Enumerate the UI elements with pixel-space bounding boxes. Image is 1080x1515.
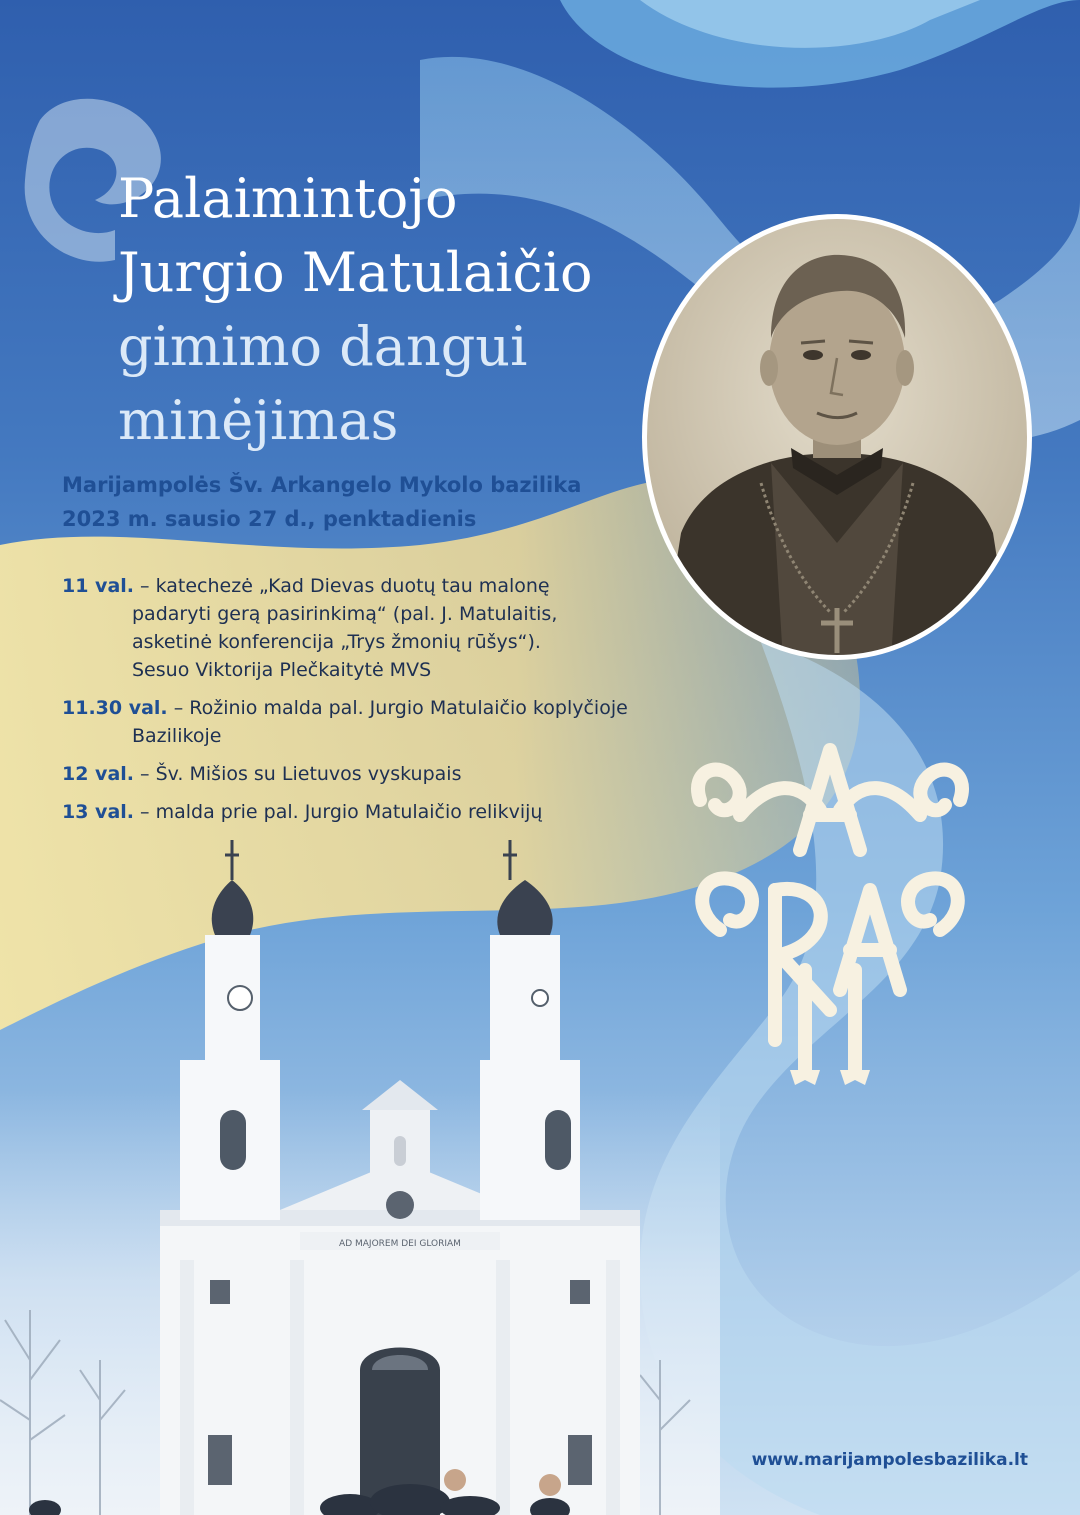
schedule-text: asketinė konferencija „Trys žmonių rūšys“). bbox=[132, 631, 541, 653]
schedule-text: padaryti gerą pasirinkimą“ (pal. J. Matulaitis, bbox=[132, 603, 558, 625]
schedule-text: – Šv. Mišios su Lietuvos vyskupais bbox=[140, 763, 462, 785]
schedule-item bbox=[62, 798, 722, 826]
schedule-time: 12 val. bbox=[62, 763, 134, 785]
monogram-emblem bbox=[680, 740, 980, 1100]
website-link[interactable]: www.marijampolesbazilika.lt bbox=[751, 1450, 1028, 1470]
title-line-3: gimimo dangui bbox=[118, 315, 528, 378]
venue-block bbox=[62, 468, 581, 536]
basilica-illustration bbox=[0, 840, 720, 1515]
title-line-4: minėjimas bbox=[118, 389, 399, 452]
schedule-item bbox=[62, 760, 722, 788]
event-date: 2023 m. sausio 27 d., penktadienis bbox=[62, 507, 477, 531]
facade-inscription: AD MAJOREM DEI GLORIAM bbox=[339, 1239, 461, 1249]
schedule-text: – Rožinio malda pal. Jurgio Matulaičio koplyčioje bbox=[173, 697, 628, 719]
title-line-2: Jurgio Matulaičio bbox=[118, 241, 593, 304]
schedule-time: 11.30 val. bbox=[62, 697, 168, 719]
schedule-time: 13 val. bbox=[62, 801, 134, 823]
schedule-item bbox=[62, 694, 722, 750]
venue-name: Marijampolės Šv. Arkangelo Mykolo bazilika bbox=[62, 473, 582, 497]
schedule-time: 11 val. bbox=[62, 575, 134, 597]
title-line-1: Palaimintojo bbox=[118, 167, 458, 230]
event-title bbox=[118, 162, 678, 458]
schedule-list bbox=[62, 572, 722, 836]
schedule-text: – malda prie pal. Jurgio Matulaičio relikvijų bbox=[140, 801, 543, 823]
schedule-text: – katechezė „Kad Dievas duotų tau malonę bbox=[140, 575, 550, 597]
schedule-text: Bazilikoje bbox=[132, 725, 222, 747]
schedule-item bbox=[62, 572, 722, 684]
schedule-text: Sesuo Viktorija Plečkaitytė MVS bbox=[132, 659, 432, 681]
